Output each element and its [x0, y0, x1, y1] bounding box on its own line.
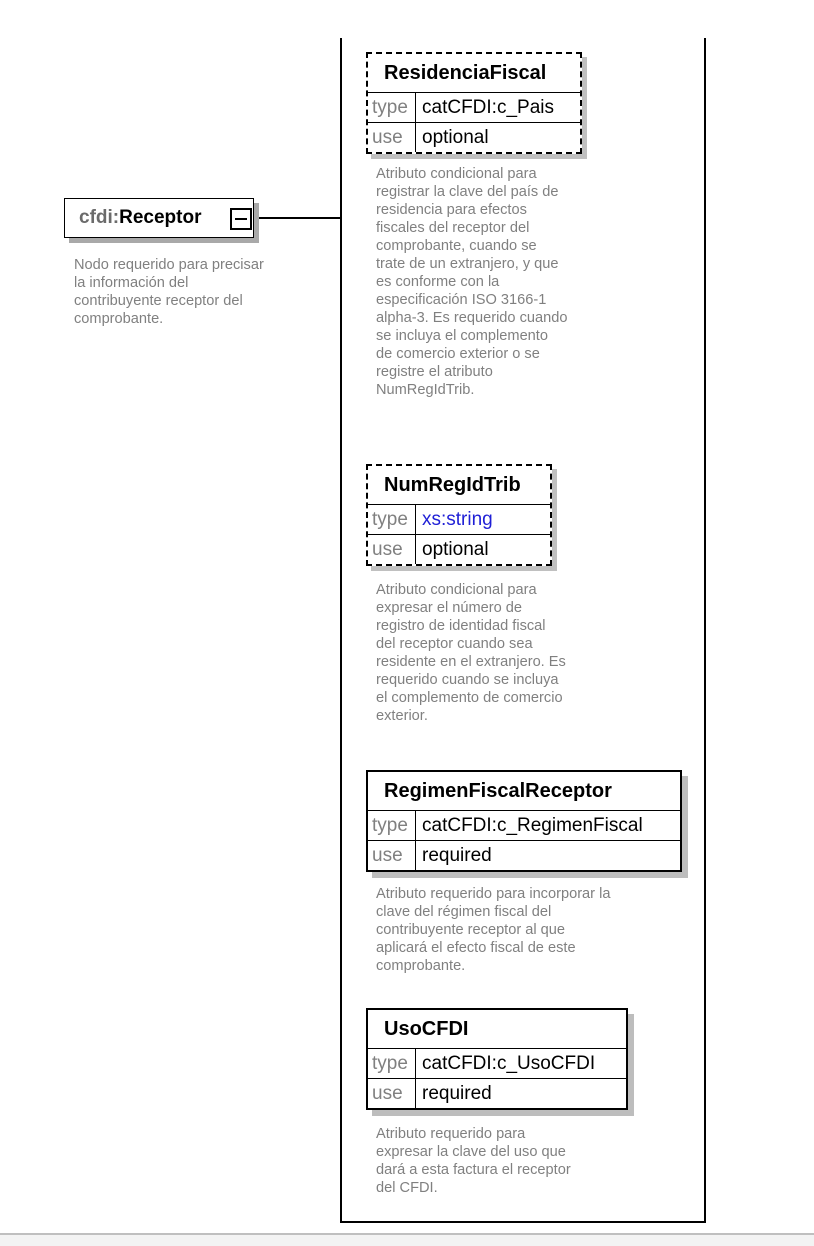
- element-prefix: cfdi:: [79, 207, 120, 228]
- element-name: Receptor: [119, 207, 202, 228]
- bottom-band: [0, 1235, 814, 1246]
- use-row: [368, 122, 580, 152]
- use-row: [368, 1078, 626, 1108]
- type-label: type: [368, 1049, 416, 1078]
- use-value: required: [422, 844, 492, 866]
- group-border-left: [340, 38, 342, 1223]
- use-row: [368, 534, 550, 564]
- group-border-bottom: [340, 1221, 706, 1223]
- root-connector: [252, 217, 342, 219]
- attribute-box-residenciafiscal[interactable]: [366, 52, 582, 154]
- use-row: [368, 840, 680, 870]
- group-border-right: [704, 38, 706, 1223]
- attribute-description: Atributo requerido para incorporar la clave del régimen fiscal del contribuyente receptor al que aplicará el efecto fiscal de este comprobante.: [376, 886, 611, 974]
- attribute-box-usocfdi[interactable]: [366, 1008, 628, 1110]
- type-row: [368, 1048, 626, 1078]
- type-label: type: [368, 505, 416, 534]
- receptor-element-box[interactable]: [64, 198, 254, 238]
- collapse-icon[interactable]: [230, 208, 252, 230]
- type-value: xs:string: [422, 508, 493, 530]
- attribute-name: UsoCFDI: [384, 1017, 469, 1040]
- type-row: [368, 92, 580, 122]
- type-label: type: [368, 811, 416, 840]
- type-value: catCFDI:c_UsoCFDI: [422, 1052, 596, 1074]
- attribute-box-numregidtrib[interactable]: [366, 464, 552, 566]
- type-value: catCFDI:c_RegimenFiscal: [422, 814, 643, 836]
- attribute-box-regimenfiscalreceptor[interactable]: [366, 770, 682, 872]
- attribute-description: Atributo requerido para expresar la clave del uso que dará a esta factura el receptor del CFDI.: [376, 1126, 571, 1196]
- use-value: required: [422, 1082, 492, 1104]
- use-value: optional: [422, 126, 489, 148]
- attribute-name: NumRegIdTrib: [384, 473, 521, 496]
- use-value: optional: [422, 538, 489, 560]
- receptor-description: Nodo requerido para precisar la información del contribuyente receptor del comprobante.: [74, 257, 264, 327]
- attribute-description: Atributo condicional para registrar la clave del país de residencia para efectos fiscales del receptor del comprobante, cuando se trate de un extranjero, y que es conforme con la especificación ISO 3166-1 alpha-3. Es requerido cuando se incluya el complemento de comercio exterior o se registre el atributo NumRegIdTrib.: [376, 166, 568, 398]
- attribute-name: ResidenciaFiscal: [384, 61, 547, 84]
- use-label: use: [368, 1079, 416, 1108]
- type-value: catCFDI:c_Pais: [422, 96, 554, 118]
- type-row: [368, 504, 550, 534]
- use-label: use: [368, 123, 416, 152]
- type-row: [368, 810, 680, 840]
- use-label: use: [368, 841, 416, 870]
- attribute-description: Atributo condicional para expresar el número de registro de identidad fiscal del receptor cuando sea residente en el extranjero. Es requerido cuando se incluya el complemento de comercio exterior.: [376, 582, 566, 724]
- attribute-name: RegimenFiscalReceptor: [384, 779, 612, 802]
- use-label: use: [368, 535, 416, 564]
- type-label: type: [368, 93, 416, 122]
